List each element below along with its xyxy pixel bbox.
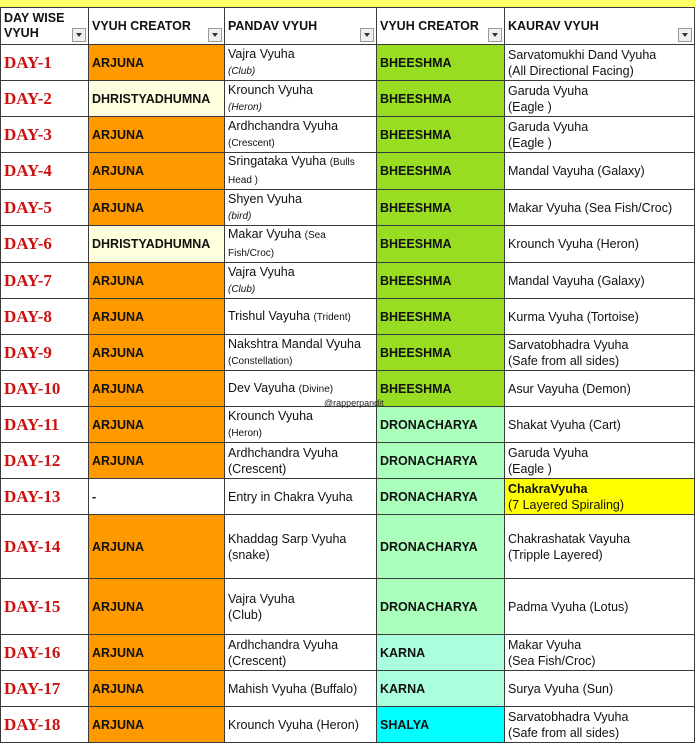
pandav-creator-cell: [89, 226, 225, 263]
kaurav-creator-name: KARNA: [380, 645, 426, 660]
pandav-vyuh-cell: [225, 263, 377, 299]
day-text: DAY-10: [4, 378, 61, 398]
kaurav-vyuh-cell: [505, 81, 695, 117]
kaurav-vyuh-name: Mandal Vayuha (Galaxy): [508, 164, 645, 178]
table-row: [1, 443, 695, 479]
pandav-creator-cell: [89, 671, 225, 707]
pandav-vyuh-name: Krounch Vyuha (Heron): [228, 717, 359, 732]
kaurav-vyuh-name: Makar Vyuha: [508, 637, 582, 652]
day-label: [1, 45, 89, 81]
kaurav-creator-name: BHEESHMA: [380, 345, 452, 360]
pandav-vyuh-name: Vajra Vyuha: [228, 46, 295, 61]
kaurav-creator-cell: [377, 335, 505, 371]
pandav-creator-name: ARJUNA: [92, 273, 145, 288]
pandav-creator-cell: [89, 371, 225, 407]
pandav-vyuh-name: Ardhchandra Vyuha: [228, 445, 339, 460]
table-row: [1, 479, 695, 515]
kaurav-creator-name: BHEESHMA: [380, 381, 452, 396]
kaurav-creator-cell: [377, 443, 505, 479]
kaurav-creator-cell: [377, 190, 505, 226]
kaurav-vyuh-cell: [505, 190, 695, 226]
filter-dropdown-icon[interactable]: [488, 28, 502, 42]
pandav-vyuh-cell: [225, 81, 377, 117]
kaurav-creator-name: DRONACHARYA: [380, 417, 478, 432]
kaurav-vyuh-name: Garuda Vyuha: [508, 83, 589, 98]
kaurav-creator-cell: [377, 299, 505, 335]
day-label: [1, 515, 89, 579]
pandav-vyuh-cell: [225, 153, 377, 190]
kaurav-vyuh-cell: [505, 635, 695, 671]
kaurav-vyuh-name: Mandal Vayuha (Galaxy): [508, 273, 645, 288]
pandav-vyuh-meaning: (Club): [228, 65, 256, 77]
day-text: DAY-14: [4, 536, 61, 556]
kaurav-vyuh-name: Garuda Vyuha: [508, 119, 589, 134]
day-label: [1, 299, 89, 335]
pandav-creator-cell: [89, 635, 225, 671]
kaurav-vyuh-cell: [505, 407, 695, 443]
kaurav-vyuh-cell: [505, 479, 695, 515]
pandav-vyuh-meaning: (Constellation): [228, 355, 293, 367]
header-label: VYUH CREATOR: [92, 18, 191, 33]
kaurav-vyuh-name: Makar Vyuha (Sea Fish/Croc): [508, 200, 673, 215]
kaurav-vyuh-cell: [505, 299, 695, 335]
day-label: [1, 707, 89, 743]
pandav-vyuh-name: Khaddag Sarp Vyuha: [228, 531, 347, 546]
kaurav-vyuh-meaning: (Eagle ): [508, 461, 552, 476]
table-row: [1, 81, 695, 117]
vyuh-table: [0, 7, 695, 743]
pandav-vyuh-name: Vajra Vyuha: [228, 591, 295, 606]
pandav-vyuh-cell: [225, 45, 377, 81]
pandav-vyuh-meaning: (Divine): [298, 383, 334, 395]
day-text: DAY-4: [4, 161, 52, 180]
pandav-creator-cell: [89, 515, 225, 579]
kaurav-creator-cell: [377, 371, 505, 407]
kaurav-creator-name: DRONACHARYA: [380, 539, 478, 554]
kaurav-creator-cell: [377, 263, 505, 299]
kaurav-creator-cell: [377, 81, 505, 117]
kaurav-creator-name: BHEESHMA: [380, 55, 452, 70]
pandav-creator-cell: [89, 443, 225, 479]
pandav-vyuh-name: Dev Vayuha: [228, 380, 296, 395]
kaurav-creator-name: DRONACHARYA: [380, 489, 478, 504]
pandav-vyuh-name: Ardhchandra Vyuha: [228, 118, 339, 133]
pandav-vyuh-meaning: (Crescent): [228, 461, 287, 476]
kaurav-vyuh-cell: [505, 371, 695, 407]
kaurav-creator-cell: [377, 45, 505, 81]
kaurav-vyuh-cell: [505, 515, 695, 579]
pandav-vyuh-name: Entry in Chakra Vyuha: [228, 489, 353, 504]
kaurav-creator-cell: [377, 117, 505, 153]
kaurav-vyuh-name: Asur Vayuha (Demon): [508, 381, 631, 396]
day-label: [1, 335, 89, 371]
day-text: DAY-2: [4, 88, 52, 108]
pandav-vyuh-name: Sringataka Vyuha: [228, 154, 327, 168]
pandav-vyuh-cell: [225, 226, 377, 263]
pandav-creator-name: ARJUNA: [92, 345, 145, 360]
table-row: [1, 635, 695, 671]
table-row: [1, 190, 695, 226]
kaurav-creator-cell: [377, 671, 505, 707]
pandav-creator-name: ARJUNA: [92, 539, 145, 554]
pandav-vyuh-meaning: (bird): [228, 210, 252, 222]
kaurav-vyuh-name: Surya Vyuha (Sun): [508, 681, 614, 696]
kaurav-vyuh-name: Chakrashatak Vayuha: [508, 531, 631, 546]
pandav-creator-name: ARJUNA: [92, 453, 145, 468]
pandav-creator-name: ARJUNA: [92, 417, 145, 432]
pandav-vyuh-cell: [225, 515, 377, 579]
day-text: DAY-18: [4, 714, 61, 734]
watermark: @rapperpandit: [324, 398, 384, 408]
pandav-vyuh-meaning: (Trident): [313, 311, 351, 323]
pandav-vyuh-cell: [225, 335, 377, 371]
kaurav-vyuh-name: Kurma Vyuha (Tortoise): [508, 309, 639, 324]
pandav-creator-cell: [89, 479, 225, 515]
kaurav-creator-cell: [377, 153, 505, 190]
kaurav-vyuh-cell: [505, 263, 695, 299]
kaurav-vyuh-cell: [505, 707, 695, 743]
kaurav-vyuh-cell: [505, 671, 695, 707]
pandav-creator-name: ARJUNA: [92, 127, 145, 142]
pandav-creator-name: ARJUNA: [92, 681, 145, 696]
kaurav-creator-name: BHEESHMA: [380, 309, 452, 324]
kaurav-vyuh-name: Sarvatomukhi Dand Vyuha: [508, 47, 657, 62]
day-text: DAY-1: [4, 52, 52, 72]
day-text: DAY-7: [4, 270, 52, 290]
pandav-creator-name: ARJUNA: [92, 717, 145, 732]
kaurav-creator-cell: [377, 479, 505, 515]
kaurav-creator-name: SHALYA: [380, 717, 430, 732]
header-label: PANDAV VYUH: [228, 18, 318, 33]
pandav-vyuh-name: Krounch Vyuha: [228, 408, 314, 423]
pandav-vyuh-meaning: (Sea Fish/Croc): [228, 230, 326, 259]
table-row: [1, 117, 695, 153]
filter-dropdown-icon[interactable]: [360, 28, 374, 42]
kaurav-vyuh-name: Sarvatobhadra Vyuha: [508, 337, 629, 352]
day-label: [1, 263, 89, 299]
kaurav-creator-cell: [377, 707, 505, 743]
table-row: [1, 579, 695, 635]
kaurav-creator-cell: [377, 407, 505, 443]
day-text: DAY-3: [4, 124, 52, 144]
header-label: KAURAV VYUH: [508, 18, 599, 33]
pandav-vyuh-cell: [225, 671, 377, 707]
pandav-creator-name: ARJUNA: [92, 200, 145, 215]
kaurav-creator-cell: [377, 579, 505, 635]
day-text: DAY-9: [4, 342, 52, 362]
pandav-vyuh-meaning: (snake): [228, 547, 270, 562]
kaurav-vyuh-meaning: (Eagle ): [508, 99, 552, 114]
header-row: [1, 8, 695, 45]
pandav-vyuh-name: Vajra Vyuha: [228, 264, 295, 279]
kaurav-creator-name: BHEESHMA: [380, 237, 452, 251]
pandav-creator-cell: [89, 45, 225, 81]
pandav-vyuh-name: Krounch Vyuha: [228, 82, 314, 97]
kaurav-creator-name: BHEESHMA: [380, 200, 452, 215]
pandav-vyuh-cell: [225, 707, 377, 743]
pandav-vyuh-meaning: (Club): [228, 607, 263, 622]
table-row: [1, 515, 695, 579]
table-row: [1, 707, 695, 743]
kaurav-vyuh-name: Shakat Vyuha (Cart): [508, 417, 621, 432]
pandav-creator-name: ARJUNA: [92, 55, 145, 70]
pandav-vyuh-cell: [225, 299, 377, 335]
header-pandav-vyuh: [225, 8, 377, 45]
pandav-creator-name: DHRISTYADHUMNA: [92, 91, 211, 106]
pandav-vyuh-meaning: (Club): [228, 283, 256, 295]
day-label: [1, 226, 89, 263]
pandav-creator-cell: [89, 117, 225, 153]
table-row: [1, 299, 695, 335]
table-row: [1, 226, 695, 263]
day-text: DAY-11: [4, 414, 60, 434]
table-row: [1, 335, 695, 371]
kaurav-creator-cell: [377, 635, 505, 671]
day-label: [1, 190, 89, 226]
kaurav-creator-name: DRONACHARYA: [380, 453, 478, 468]
day-label: [1, 479, 89, 515]
table-row: [1, 671, 695, 707]
pandav-creator-name: ARJUNA: [92, 381, 145, 396]
header-label: DAY WISE VYUH: [4, 11, 65, 40]
pandav-vyuh-cell: [225, 443, 377, 479]
kaurav-creator-cell: [377, 515, 505, 579]
pandav-vyuh-name: Ardhchandra Vyuha: [228, 637, 339, 652]
kaurav-vyuh-meaning: (Sea Fish/Croc): [508, 653, 596, 668]
kaurav-creator-name: BHEESHMA: [380, 127, 452, 142]
kaurav-vyuh-cell: [505, 153, 695, 190]
pandav-creator-cell: [89, 335, 225, 371]
day-text: DAY-16: [4, 642, 61, 662]
table-row: [1, 45, 695, 81]
pandav-creator-cell: [89, 81, 225, 117]
day-text: DAY-15: [4, 596, 61, 616]
header-kaurav-creator: [377, 8, 505, 45]
day-text: DAY-13: [4, 486, 61, 506]
table-row: [1, 153, 695, 190]
kaurav-vyuh-name: ChakraVyuha: [508, 481, 588, 496]
pandav-creator-name: ARJUNA: [92, 164, 145, 178]
pandav-vyuh-meaning: (Heron): [228, 101, 262, 113]
pandav-vyuh-meaning: (Heron): [228, 427, 262, 439]
pandav-vyuh-name: Trishul Vayuha: [228, 308, 310, 323]
kaurav-vyuh-name: Krounch Vyuha (Heron): [508, 237, 639, 251]
kaurav-vyuh-meaning: (Eagle ): [508, 135, 552, 150]
header-pandav-creator: [89, 8, 225, 45]
pandav-creator-name: DHRISTYADHUMNA: [92, 237, 211, 251]
day-text: DAY-12: [4, 450, 61, 470]
header-label: VYUH CREATOR: [380, 18, 479, 33]
pandav-vyuh-name: Shyen Vyuha: [228, 191, 302, 206]
day-label: [1, 153, 89, 190]
pandav-creator-cell: [89, 299, 225, 335]
table-row: [1, 263, 695, 299]
day-label: [1, 671, 89, 707]
pandav-creator-cell: [89, 190, 225, 226]
kaurav-vyuh-meaning: (Safe from all sides): [508, 725, 620, 740]
pandav-vyuh-meaning: (Crescent): [228, 653, 287, 668]
pandav-creator-name: -: [92, 489, 97, 504]
kaurav-creator-name: BHEESHMA: [380, 91, 452, 106]
kaurav-vyuh-cell: [505, 335, 695, 371]
day-text: DAY-17: [4, 678, 61, 698]
pandav-vyuh-cell: [225, 117, 377, 153]
pandav-vyuh-cell: [225, 190, 377, 226]
day-label: [1, 579, 89, 635]
table-row: [1, 407, 695, 443]
kaurav-vyuh-cell: [505, 45, 695, 81]
pandav-vyuh-name: Mahish Vyuha (Buffalo): [228, 681, 358, 696]
pandav-vyuh-meaning: (Bulls Head ): [228, 157, 355, 186]
kaurav-vyuh-name: Padma Vyuha (Lotus): [508, 599, 629, 614]
day-label: [1, 117, 89, 153]
kaurav-creator-name: KARNA: [380, 681, 426, 696]
filter-dropdown-icon[interactable]: [208, 28, 222, 42]
header-color-band: [0, 0, 696, 7]
day-label: [1, 635, 89, 671]
header-day-wise-vyuh: [1, 8, 89, 45]
kaurav-creator-name: BHEESHMA: [380, 273, 452, 288]
pandav-vyuh-meaning: (Crescent): [228, 137, 275, 149]
pandav-vyuh-cell: [225, 635, 377, 671]
kaurav-vyuh-meaning: (Safe from all sides): [508, 353, 620, 368]
kaurav-vyuh-cell: [505, 443, 695, 479]
pandav-creator-name: ARJUNA: [92, 645, 145, 660]
header-kaurav-vyuh: [505, 8, 695, 45]
day-label: [1, 443, 89, 479]
day-text: DAY-8: [4, 306, 52, 326]
pandav-vyuh-cell: [225, 407, 377, 443]
kaurav-vyuh-meaning: (7 Layered Spiraling): [508, 497, 625, 512]
filter-dropdown-icon[interactable]: [678, 28, 692, 42]
kaurav-vyuh-name: Sarvatobhadra Vyuha: [508, 709, 629, 724]
pandav-vyuh-name: Nakshtra Mandal Vyuha: [228, 336, 361, 351]
kaurav-creator-cell: [377, 226, 505, 263]
pandav-creator-cell: [89, 707, 225, 743]
pandav-creator-cell: [89, 579, 225, 635]
kaurav-vyuh-meaning: (All Directional Facing): [508, 63, 634, 78]
pandav-creator-cell: [89, 263, 225, 299]
day-label: [1, 407, 89, 443]
kaurav-creator-name: DRONACHARYA: [380, 599, 478, 614]
day-label: [1, 371, 89, 407]
day-text: DAY-6: [4, 234, 52, 253]
kaurav-vyuh-meaning: (Tripple Layered): [508, 547, 603, 562]
kaurav-vyuh-name: Garuda Vyuha: [508, 445, 589, 460]
kaurav-vyuh-cell: [505, 579, 695, 635]
pandav-creator-cell: [89, 407, 225, 443]
pandav-vyuh-cell: [225, 579, 377, 635]
pandav-creator-name: ARJUNA: [92, 309, 145, 324]
kaurav-vyuh-cell: [505, 117, 695, 153]
pandav-vyuh-name: Makar Vyuha: [228, 227, 302, 241]
pandav-creator-name: ARJUNA: [92, 599, 145, 614]
kaurav-creator-name: BHEESHMA: [380, 164, 452, 178]
kaurav-vyuh-cell: [505, 226, 695, 263]
filter-dropdown-icon[interactable]: [72, 28, 86, 42]
day-text: DAY-5: [4, 197, 52, 217]
pandav-vyuh-cell: [225, 479, 377, 515]
day-label: [1, 81, 89, 117]
pandav-creator-cell: [89, 153, 225, 190]
